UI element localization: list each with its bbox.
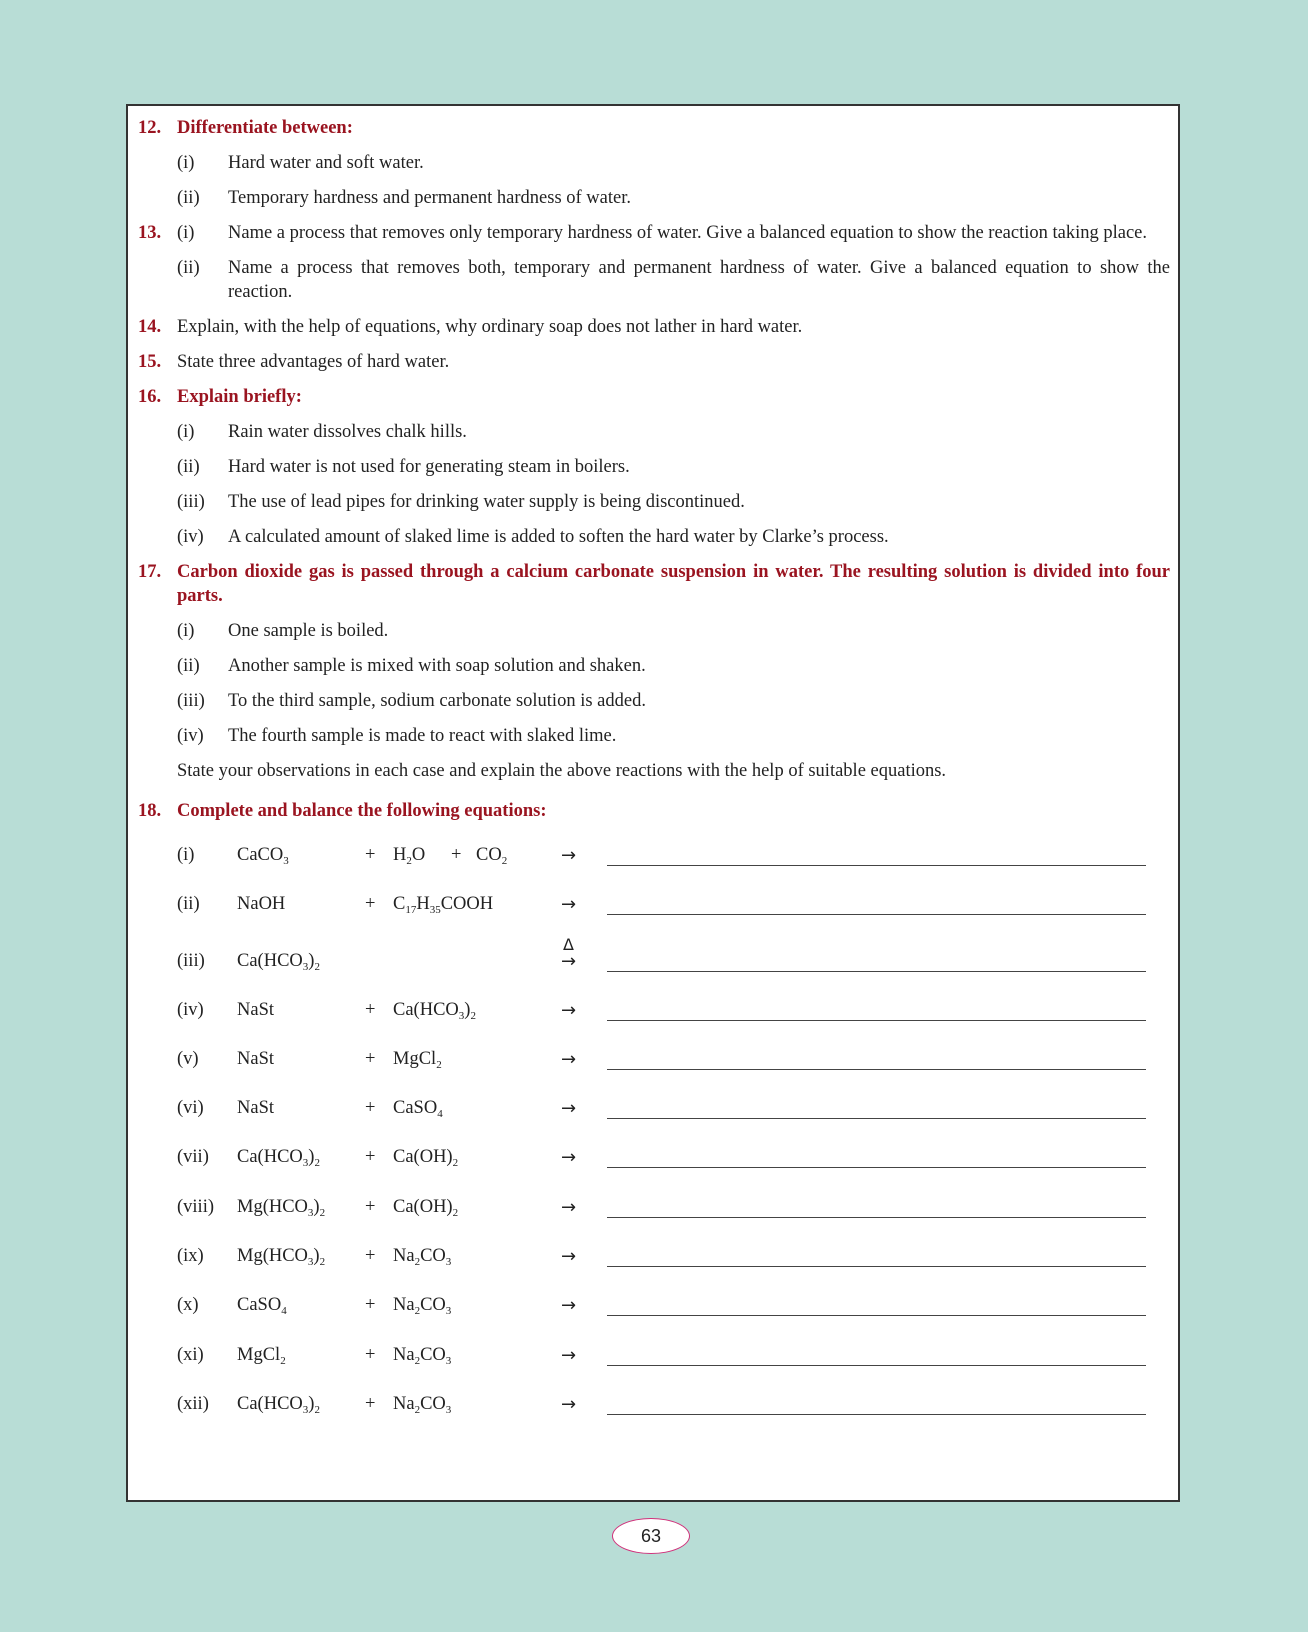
arrow-icon: → <box>561 1345 577 1366</box>
arrow-icon: → <box>561 1246 577 1267</box>
sub-item-number: (iii) <box>177 492 205 512</box>
question-12 <box>138 116 1170 140</box>
reactant-1: MgCl$_2$ <box>237 1345 286 1367</box>
equation-number: (xii) <box>177 1394 209 1414</box>
question-number: 17. <box>138 562 162 582</box>
sub-item-number: (ii) <box>177 188 200 208</box>
sub-item-number: (ii) <box>177 457 200 477</box>
sub-item-number: (ii) <box>177 656 200 676</box>
page-number: 63 <box>612 1518 690 1554</box>
sub-item-number: (iv) <box>177 726 204 746</box>
question-number: 16. <box>138 387 162 407</box>
equation-number: (x) <box>177 1295 199 1315</box>
question-text: State three advantages of hard water. <box>177 352 450 372</box>
reactant-2: $Na_2CO_3$ <box>393 1295 452 1317</box>
arrow-icon: → <box>561 1394 577 1415</box>
equation-row <box>138 1239 1170 1273</box>
sub-item <box>177 256 1170 304</box>
question-16 <box>138 385 1170 409</box>
reactant-2: $Na_2CO_3$ <box>393 1246 452 1268</box>
sub-item <box>177 654 1170 678</box>
sub-item-text: The fourth sample is made to react with slaked lime. <box>228 726 617 746</box>
reactant-2: $Na_2CO_3$ <box>393 1345 452 1367</box>
answer-blank-line <box>607 1118 1146 1119</box>
sub-item-number: (i) <box>177 621 195 641</box>
equation-number: (iii) <box>177 951 205 971</box>
sub-item-number: (i) <box>177 153 195 173</box>
sub-item <box>177 455 1170 479</box>
reactant-2: $Ca(OH)_2$ <box>393 1197 459 1219</box>
answer-blank-line <box>607 1167 1146 1168</box>
equation-row <box>138 1190 1170 1224</box>
reactant-1: $Ca(HCO_3)_2$ <box>237 951 320 973</box>
arrow-icon: → <box>561 894 577 915</box>
reactant-2: $Na_2CO_3$ <box>393 1394 452 1416</box>
sub-item-text: To the third sample, sodium carbonate solution is added. <box>228 691 646 711</box>
answer-blank-line <box>607 1414 1146 1415</box>
sub-item-text: One sample is boiled. <box>228 621 389 641</box>
plus-sign: + <box>365 894 376 914</box>
answer-blank-line <box>607 971 1146 972</box>
sub-item <box>177 490 1170 514</box>
plus-sign: + <box>365 845 376 865</box>
answer-blank-line <box>607 865 1146 866</box>
arrow-icon: → <box>561 1000 577 1021</box>
equation-number: (vii) <box>177 1147 209 1167</box>
plus-sign: + <box>365 1197 376 1217</box>
exercise-box <box>126 104 1180 1502</box>
question-number: 14. <box>138 317 162 337</box>
answer-blank-line <box>607 1315 1146 1316</box>
arrow-icon: → <box>561 845 577 866</box>
question-13 <box>138 221 1170 245</box>
answer-blank-line <box>607 1069 1146 1070</box>
sub-item-number: (i) <box>177 422 195 442</box>
sub-item <box>177 151 1170 175</box>
reactant-3: $CO_2$ <box>476 845 508 867</box>
question-text: Explain, with the help of equations, why ordinary soap does not lather in hard water. <box>177 317 803 337</box>
equation-number: (iv) <box>177 1000 204 1020</box>
answer-blank-line <box>607 1266 1146 1267</box>
question-text: Complete and balance the following equations: <box>177 801 547 821</box>
plus-sign: + <box>451 845 462 865</box>
question-15 <box>138 350 1170 374</box>
question-18 <box>138 799 1170 823</box>
arrow-icon: → <box>561 1147 577 1168</box>
sub-item-number: (iv) <box>177 527 204 547</box>
question-14 <box>138 315 1170 339</box>
question-number: 18. <box>138 801 162 821</box>
question-17-conclusion: State your observations in each case and explain the above reactions with the help of suitable equations. <box>177 761 947 781</box>
plus-sign: + <box>365 1098 376 1118</box>
equation-row <box>138 1387 1170 1421</box>
sub-item-text: Temporary hardness and permanent hardness of water. <box>228 188 631 208</box>
equation-row <box>138 993 1170 1027</box>
reactant-1: NaOH <box>237 894 286 914</box>
question-number: 13. <box>138 223 162 243</box>
sub-item <box>177 619 1170 643</box>
equation-number: (ix) <box>177 1246 204 1266</box>
sub-item-text: A calculated amount of slaked lime is added to soften the hard water by Clarke’s process. <box>228 527 889 547</box>
plus-sign: + <box>365 1246 376 1266</box>
reactant-2: MgCl$_2$ <box>393 1049 442 1071</box>
reactant-2: CaSO$_4$ <box>393 1098 443 1120</box>
equation-row <box>138 887 1170 921</box>
answer-blank-line <box>607 1365 1146 1366</box>
equation-number: (vi) <box>177 1098 204 1118</box>
sub-item <box>177 186 1170 210</box>
exercise-content <box>138 116 1170 1416</box>
equation-row <box>138 935 1170 978</box>
sub-item-text: Rain water dissolves chalk hills. <box>228 422 467 442</box>
reactant-1: CaSO$_4$ <box>237 1295 287 1317</box>
plus-sign: + <box>365 1147 376 1167</box>
reactant-1: $Mg(HCO_3)_2$ <box>237 1197 326 1219</box>
equation-number: (ii) <box>177 894 200 914</box>
reactant-1: $Ca(HCO_3)_2$ <box>237 1147 320 1169</box>
sub-item <box>177 689 1170 713</box>
reactant-1: CaCO$_3$ <box>237 845 289 867</box>
sub-item-text: Hard water and soft water. <box>228 153 424 173</box>
sub-item-number: (iii) <box>177 691 205 711</box>
reactant-1: NaSt <box>237 1000 274 1020</box>
equation-row <box>138 1042 1170 1076</box>
plus-sign: + <box>365 1394 376 1414</box>
sub-item <box>177 420 1170 444</box>
sub-item-text: Hard water is not used for generating steam in boilers. <box>228 457 630 477</box>
equation-number: (v) <box>177 1049 199 1069</box>
sub-item-text: Name a process that removes only temporary hardness of water. Give a balanced equation to show the reaction taking place. <box>228 223 1148 243</box>
sub-item-text: Name a process that removes both, temporary and permanent hardness of water. Give a balanced equation to show the reaction. <box>228 258 1170 302</box>
plus-sign: + <box>365 1295 376 1315</box>
plus-sign: + <box>365 1000 376 1020</box>
answer-blank-line <box>607 1020 1146 1021</box>
equation-row <box>138 1140 1170 1174</box>
arrow-icon: → <box>561 1098 577 1119</box>
arrow-icon: → <box>561 951 577 972</box>
sub-item-text: The use of lead pipes for drinking water supply is being discontinued. <box>228 492 745 512</box>
question-number: 12. <box>138 118 162 138</box>
sub-item-number: (i) <box>177 223 195 243</box>
equation-row <box>138 1338 1170 1372</box>
plus-sign: + <box>365 1049 376 1069</box>
answer-blank-line <box>607 914 1146 915</box>
reactant-2: $H_2O$ <box>393 845 426 867</box>
equation-row <box>138 1288 1170 1322</box>
equation-number: (xi) <box>177 1345 204 1365</box>
reactant-2: $Ca(HCO_3)_2$ <box>393 1000 476 1022</box>
arrow-icon: → <box>561 1197 577 1218</box>
reactant-2: $Ca(OH)_2$ <box>393 1147 459 1169</box>
equation-row <box>138 838 1170 872</box>
sub-item-text: Another sample is mixed with soap solution and shaken. <box>228 656 646 676</box>
heat-symbol: Δ <box>563 935 574 954</box>
reactant-2: $C_{17}H_{35}COOH$ <box>393 894 494 916</box>
equation-row <box>138 1091 1170 1125</box>
plus-sign: + <box>365 1345 376 1365</box>
equation-number: (viii) <box>177 1197 214 1217</box>
question-text: Differentiate between: <box>177 118 353 138</box>
reactant-1: $Mg(HCO_3)_2$ <box>237 1246 326 1268</box>
sub-item <box>177 525 1170 549</box>
answer-blank-line <box>607 1217 1146 1218</box>
sub-item-number: (ii) <box>177 258 200 278</box>
reactant-1: NaSt <box>237 1049 274 1069</box>
equation-number: (i) <box>177 845 195 865</box>
arrow-icon: → <box>561 1049 577 1070</box>
question-17 <box>138 560 1170 608</box>
reactant-1: NaSt <box>237 1098 274 1118</box>
reactant-1: $Ca(HCO_3)_2$ <box>237 1394 320 1416</box>
question-text: Explain briefly: <box>177 387 302 407</box>
question-number: 15. <box>138 352 162 372</box>
arrow-icon: → <box>561 1295 577 1316</box>
question-text: Carbon dioxide gas is passed through a calcium carbonate suspension in water. The resulting solution is divided into four parts. <box>177 562 1170 606</box>
sub-item <box>177 724 1170 748</box>
